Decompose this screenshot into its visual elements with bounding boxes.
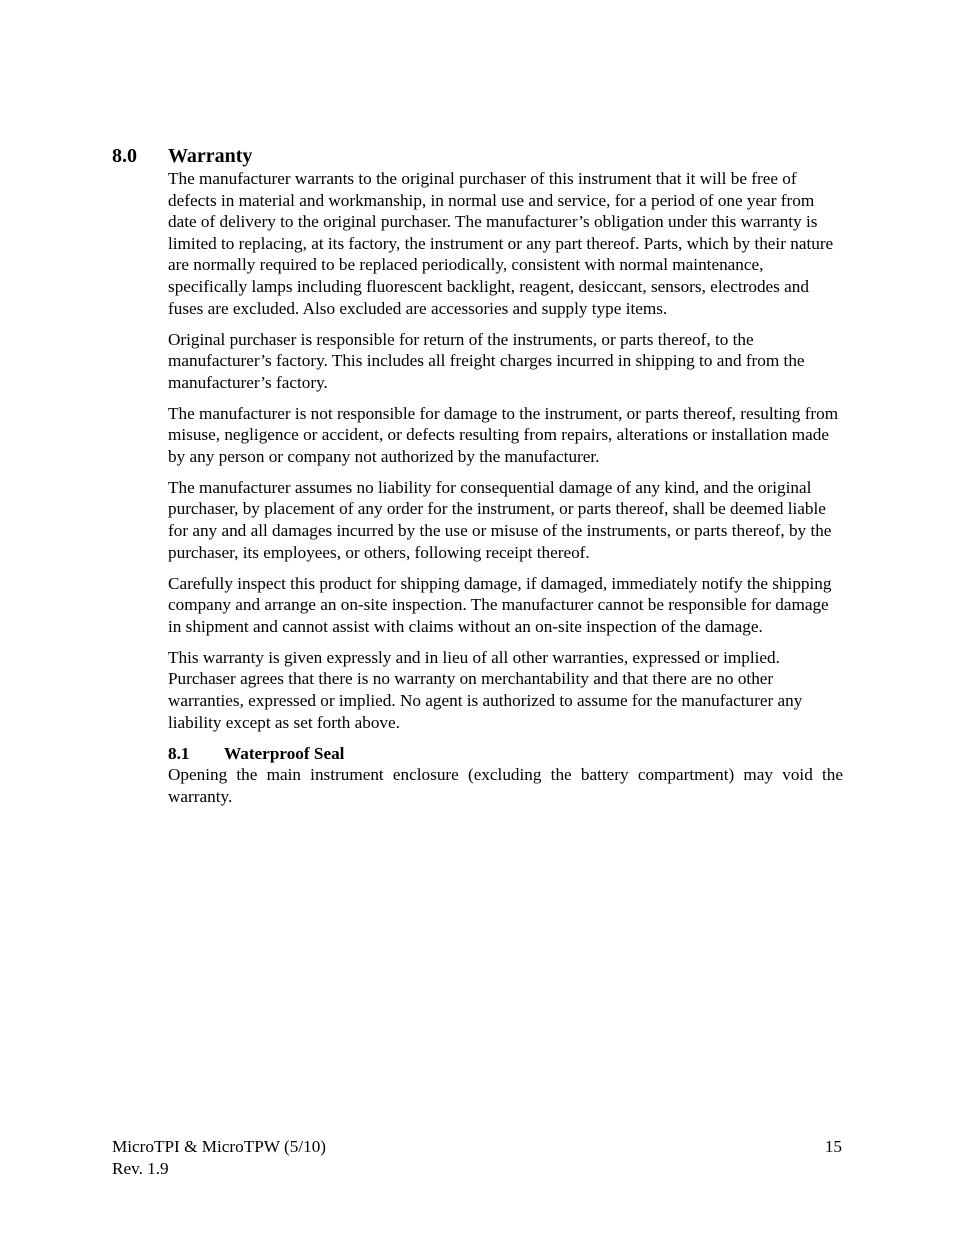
warranty-paragraph: This warranty is given expressly and in lieu of all other warranties, expressed or implied. Purchaser agrees that there is no warranty on merchantability and that there are no other warranties, expressed or implied. No agent is authorized to assume for the manufacturer any liability except as set forth above. [168, 647, 803, 732]
subsection-title: Waterproof Seal [224, 743, 345, 763]
section-heading [112, 144, 842, 168]
subsection-number: 8.1 [168, 743, 190, 763]
subsection-text: Opening the main instrument enclosure (excluding the battery compartment) may void the warranty. [168, 765, 843, 806]
warranty-paragraph: Original purchaser is responsible for return of the instruments, or parts thereof, to the manufacturer’s factory. This includes all freight charges incurred in shipping to and from the manufacturer’s factory. [168, 329, 805, 392]
warranty-paragraph: Carefully inspect this product for shipping damage, if damaged, immediately notify the shipping company and arrange an on-site inspection. The manufacturer cannot be responsible for damage in shipment and cannot assist with claims without an on-site inspection of the damage. [168, 573, 832, 636]
warranty-body [168, 168, 843, 817]
subsection-heading [168, 743, 843, 765]
warranty-paragraph: The manufacturer is not responsible for damage to the instrument, or parts thereof, resulting from misuse, negligence or accident, or defects resulting from repairs, alterations or installation made by any person or company not authorized by the manufacturer. [168, 403, 839, 466]
page-number: 15 [824, 1137, 842, 1156]
warranty-paragraph: The manufacturer warrants to the original purchaser of this instrument that it will be free of defects in material and workmanship, in normal use and service, for a period of one year from date of delivery to the original purchaser. The manufacturer’s obligation under this warranty is limited to replacing, at its factory, the instrument or any part thereof. Parts, which by their nature are normally required to be replaced periodically, consistent with normal maintenance, specifically lamps including fluorescent backlight, reagent, desiccant, sensors, electrodes and fuses are excluded. Also excluded are accessories and supply type items. [168, 169, 834, 318]
footer-revision: Rev. 1.9 [112, 1158, 169, 1178]
footer-left [112, 1136, 326, 1179]
footer-product: MicroTPI & MicroTPW (5/10) [112, 1137, 327, 1156]
section-number: 8.0 [112, 145, 137, 167]
warranty-paragraph: The manufacturer assumes no liability for consequential damage of any kind, and the original purchaser, by placement of any order for the instrument, or parts thereof, shall be deemed liable for any and all damages incurred by the use or misuse of the instruments, or parts thereof, by the purchaser, its employees, or others, following receipt thereof. [168, 477, 832, 562]
section-title: Warranty [168, 145, 253, 167]
